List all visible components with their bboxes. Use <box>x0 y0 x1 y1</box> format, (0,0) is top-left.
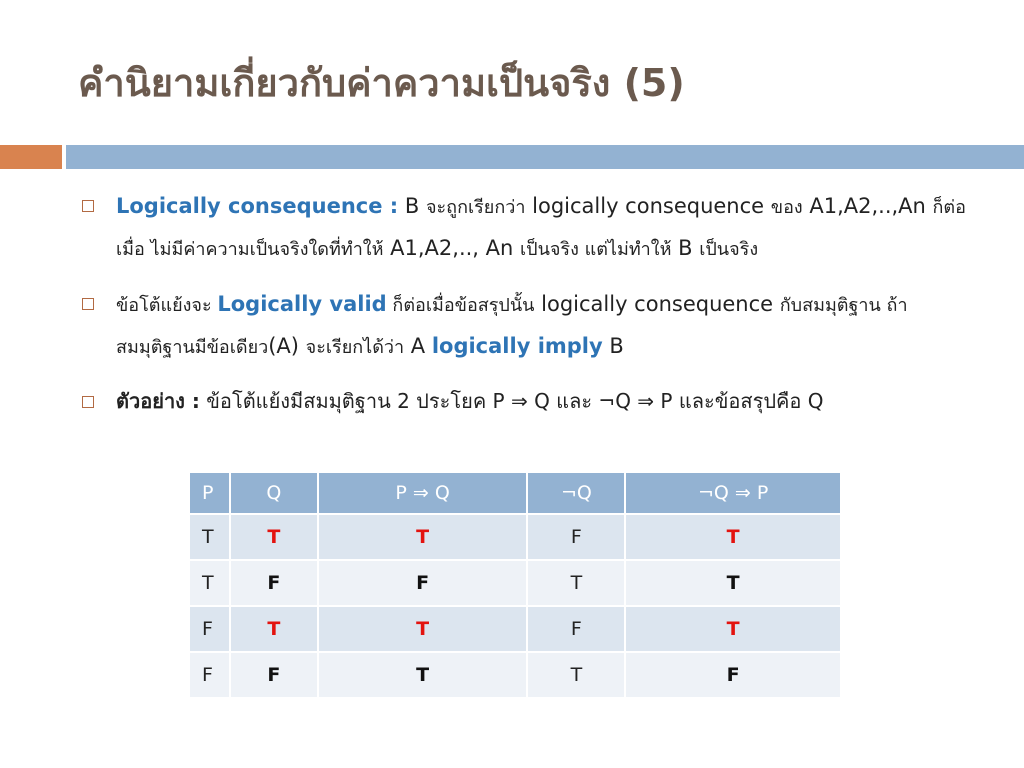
square-bullet-icon <box>82 298 94 310</box>
table-cell: T <box>625 606 841 652</box>
table-cell: T <box>527 652 625 697</box>
bullet-text: A1,A2,.., An <box>383 236 520 260</box>
table-cell: F <box>230 652 318 697</box>
table-cell: T <box>318 606 528 652</box>
table-cell: T <box>527 560 625 606</box>
table-cell: F <box>625 652 841 697</box>
bullet-text: ของ <box>770 197 803 218</box>
table-header-row <box>190 473 841 514</box>
bullet-text: เป็นจริง แต่ไม่ทำให้ <box>520 239 672 260</box>
table-cell: T <box>318 514 528 560</box>
column-header-p: P <box>190 473 230 514</box>
bullet-text: A1,A2,..,An <box>802 194 933 218</box>
bullet-text: B <box>398 194 426 218</box>
accent-bar-orange <box>0 145 62 169</box>
bullet-text: ข้อโต้แย้งมีสมมุติฐาน 2 ประโยค P ⇒ Q และ ¬Q ⇒ P และข้อสรุปคือ Q <box>199 389 824 413</box>
slide-title: คำนิยามเกี่ยวกับค่าความเป็นจริง (5) <box>78 61 685 105</box>
truth-table <box>190 473 842 697</box>
table-row <box>190 606 841 652</box>
column-header-not-q: ¬Q <box>527 473 625 514</box>
table-cell: F <box>190 652 230 697</box>
bullet-list <box>80 186 980 434</box>
bullet-text: logically consequence <box>534 292 780 316</box>
bullet-text: B <box>602 334 624 358</box>
bullet-text: A <box>404 334 432 358</box>
keyword-logically-valid: Logically valid <box>217 292 387 316</box>
bullet-text: ก็ต่อเมื่อข้อสรุปนั้น <box>386 295 535 316</box>
bullet-text: จะเรียกได้ว่า <box>305 337 405 358</box>
bullet-item-definition <box>80 186 980 270</box>
table-cell: F <box>318 560 528 606</box>
table-cell: F <box>527 514 625 560</box>
column-header-not-q-implies-p: ¬Q ⇒ P <box>625 473 841 514</box>
table-cell: T <box>318 652 528 697</box>
accent-bar-blue <box>66 145 1024 169</box>
bullet-text: ก็ต่อเมื่อ ไม่มีค่าความเป็นจริงใดที่ทำให้ <box>116 197 966 260</box>
square-bullet-icon <box>82 396 94 408</box>
table-cell: T <box>230 606 318 652</box>
table-cell: T <box>625 514 841 560</box>
bullet-text: (A) <box>268 334 306 358</box>
table-row <box>190 514 841 560</box>
table-cell: F <box>230 560 318 606</box>
bullet-item-example <box>80 382 980 420</box>
table-row <box>190 652 841 697</box>
example-label: ตัวอย่าง : <box>116 389 200 413</box>
keyword-logically-consequence: Logically consequence : <box>116 194 399 218</box>
keyword-logically-imply: logically imply <box>431 334 603 358</box>
bullet-text: เป็นจริง <box>699 239 759 260</box>
bullet-text: B <box>671 236 700 260</box>
bullet-item-valid <box>80 284 980 368</box>
table-cell: F <box>527 606 625 652</box>
column-header-p-implies-q: P ⇒ Q <box>318 473 528 514</box>
bullet-text: ข้อโต้แย้งจะ <box>116 295 218 316</box>
bullet-text: กับสมมุติฐาน ถ้าสมมุติฐานมีข้อเดียว <box>116 295 908 358</box>
square-bullet-icon <box>82 200 94 212</box>
table-cell: T <box>190 560 230 606</box>
table-row <box>190 560 841 606</box>
bullet-text: logically consequence <box>525 194 771 218</box>
table-cell: F <box>190 606 230 652</box>
bullet-text: จะถูกเรียกว่า <box>425 197 526 218</box>
column-header-q: Q <box>230 473 318 514</box>
table-cell: T <box>625 560 841 606</box>
table-cell: T <box>230 514 318 560</box>
table-cell: T <box>190 514 230 560</box>
